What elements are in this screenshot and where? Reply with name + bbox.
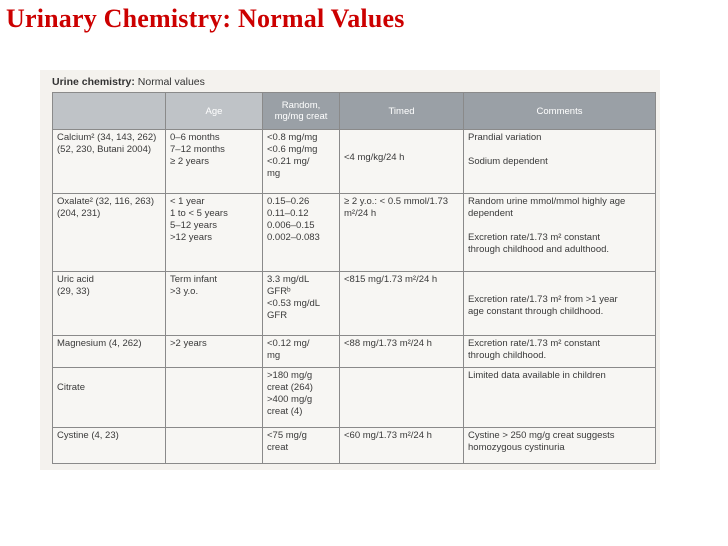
cell-substance [53,194,166,272]
cell-line: Citrate [57,382,85,393]
cell-line: Cystine (4, 23) [57,430,119,441]
urine-chemistry-table [52,92,656,464]
cell-random [263,428,340,464]
cell-line: GFR [267,310,288,321]
cell-line: Excretion rate/1.73 m² from >1 year [468,294,618,305]
header-age: Age [166,93,263,130]
cell-line: 0–6 months [170,132,220,143]
cell-line: <0.8 mg/mg [267,132,318,143]
cell-line: <0.21 mg/ [267,156,310,167]
cell-line: Cystine > 250 mg/g creat suggests [468,430,615,441]
cell-line: through childhood. [468,350,547,361]
cell-line: <815 mg/1.73 m²/24 h [344,274,438,285]
cell-timed [340,336,464,368]
cell-line: <0.53 mg/dL [267,298,321,309]
cell-line: creat (264) [267,382,313,393]
cell-line: ≥ 2 y.o.: < 0.5 mmol/1.73 [344,196,449,207]
cell-random [263,368,340,428]
cell-random [263,194,340,272]
cell-line: 0.11–0.12 [267,208,309,219]
cell-age [166,368,263,428]
table-caption [52,76,205,88]
cell-line: through childhood and adulthood. [468,244,610,255]
cell-line: <88 mg/1.73 m²/24 h [344,338,432,349]
header-timed: Timed [340,93,464,130]
cell-line: (204, 231) [57,208,101,219]
cell-line: >180 mg/g [267,370,313,381]
cell-line: <0.6 mg/mg [267,144,318,155]
cell-line: Magnesium (4, 262) [57,338,142,349]
cell-line: 0.006–0.15 [267,220,315,231]
cell-timed [340,368,464,428]
cell-substance [53,272,166,336]
cell-line: Term infant [170,274,217,285]
cell-line: 3.3 mg/dL [267,274,310,285]
cell-age [166,272,263,336]
cell-line: >3 y.o. [170,286,199,297]
cell-line: ≥ 2 years [170,156,210,167]
cell-random [263,272,340,336]
table-row-oxalate [53,194,656,272]
table-row-uric-acid [53,272,656,336]
cell-comments [464,130,656,194]
cell-line: m²/24 h [344,208,377,219]
cell-timed [340,130,464,194]
cell-line: creat [267,442,289,453]
cell-line: 5–12 years [170,220,218,231]
cell-substance [53,368,166,428]
header-substance [53,93,166,130]
cell-line: (52, 230, Butani 2004) [57,144,152,155]
cell-substance [53,130,166,194]
cell-line: Random urine mmol/mmol highly age [468,196,626,207]
cell-line: (29, 33) [57,286,90,297]
header-comments: Comments [464,93,656,130]
cell-age [166,336,263,368]
cell-line: <4 mg/kg/24 h [344,152,405,163]
header-random [263,93,340,130]
table-header-row [53,93,656,130]
cell-line: GFRᵇ [267,286,291,297]
cell-substance [53,428,166,464]
cell-line: age constant through childhood. [468,306,604,317]
cell-comments [464,428,656,464]
table-row-citrate [53,368,656,428]
cell-timed [340,272,464,336]
cell-line: mg [267,350,281,361]
cell-line: < 1 year [170,196,205,207]
slide-title: Urinary Chemistry: Normal Values [6,4,405,33]
table-row-magnesium [53,336,656,368]
cell-line: Prandial variation [468,132,542,143]
cell-comments [464,368,656,428]
cell-line: Sodium dependent [468,156,548,167]
cell-age [166,194,263,272]
cell-timed [340,194,464,272]
cell-line: >12 years [170,232,212,243]
cell-line: Excretion rate/1.73 m² constant [468,232,601,243]
cell-line: Limited data available in children [468,370,606,381]
cell-line: >400 mg/g [267,394,313,405]
cell-line: 1 to < 5 years [170,208,228,219]
cell-random [263,336,340,368]
header-random-line: Random, [281,100,321,111]
cell-comments [464,194,656,272]
cell-substance [53,336,166,368]
cell-comments [464,272,656,336]
cell-line: <75 mg/g [267,430,307,441]
cell-age [166,428,263,464]
cell-comments [464,336,656,368]
cell-line: 0.002–0.083 [267,232,320,243]
cell-line: creat (4) [267,406,303,417]
table-row-calcium [53,130,656,194]
cell-age [166,130,263,194]
table-caption-rest: Normal values [134,76,205,88]
cell-line: Uric acid [57,274,94,285]
cell-line: mg [267,168,281,179]
table-caption-bold: Urine chemistry: [52,76,135,88]
cell-timed [340,428,464,464]
cell-line: Excretion rate/1.73 m² constant [468,338,601,349]
cell-line: Oxalate² (32, 116, 263) [57,196,154,207]
table-row-cystine [53,428,656,464]
cell-line: Calcium² (34, 143, 262) [57,132,157,143]
cell-line: homozygous cystinuria [468,442,565,453]
cell-line: 7–12 months [170,144,225,155]
cell-line: <60 mg/1.73 m²/24 h [344,430,432,441]
cell-line: 0.15–0.26 [267,196,310,207]
cell-line: >2 years [170,338,207,349]
cell-line: <0.12 mg/ [267,338,310,349]
cell-line: dependent [468,208,513,219]
cell-random [263,130,340,194]
header-random-line: mg/mg creat [274,111,328,122]
